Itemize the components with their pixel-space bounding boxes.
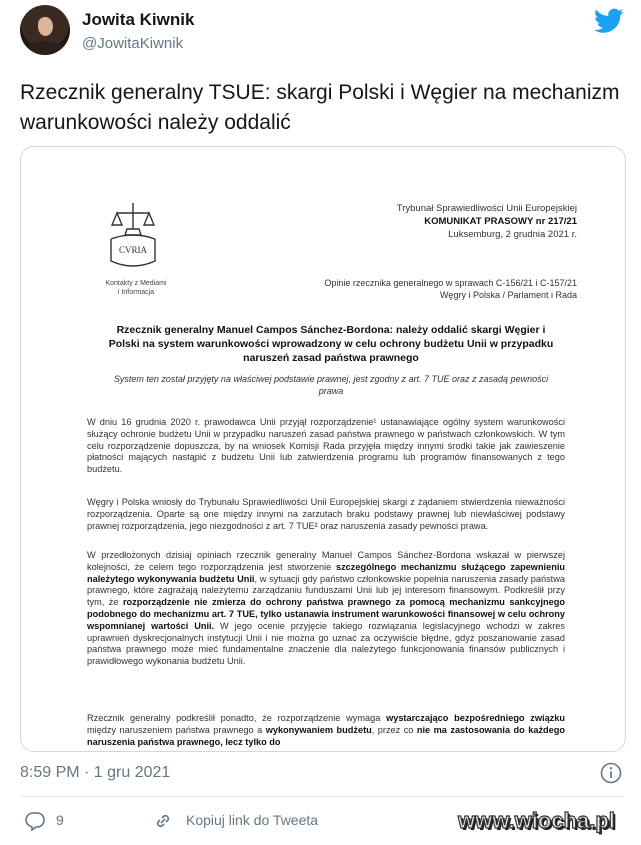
document-subtitle: System ten został przyjęty na właściwej podstawie prawnej, jest zgodny z art. 7 TUE oraz z zasadą pewności prawa	[113, 374, 549, 396]
logo-caption-line-1: Kontakty z Mediami	[105, 280, 167, 287]
court-header	[397, 202, 577, 241]
press-release-document	[21, 147, 625, 751]
author-display-name[interactable]: Jowita Kiwnik	[82, 10, 195, 29]
place-date: Luksemburg, 2 grudnia 2021 r.	[448, 229, 577, 240]
paragraph-3-bold-b: szczególnego mechanizmu służącego zapewnieniu należytego wykonywania budżetu Unii	[87, 561, 565, 584]
info-icon[interactable]	[600, 762, 622, 784]
paragraph-4-bold-d: wykonywaniem budżetu	[265, 724, 372, 735]
avatar[interactable]	[20, 5, 70, 55]
paragraph-3-bold-d: rozporządzenie nie zmierza do ochrony państwa prawnego za pomocą mechanizmu sankcyjnego podobnego do mechanizmu art. 7 TUE, tylko ustanawia instrument warunkowości finansowej w celu ochrony wspomnianej wartości Unii.	[87, 597, 565, 631]
document-title: Rzecznik generalny Manuel Campos Sánchez-Bordona: należy oddalić skargi Węgier i Polski na system warunkowości wprowadzony w celu ochrony budżetu Unii w przypadku naruszeń zasad państwa prawnego	[108, 324, 554, 364]
opinion-line: Opinie rzecznika generalnego w sprawach C-156/21 i C-157/21	[324, 278, 577, 288]
link-icon[interactable]	[152, 810, 174, 832]
author-handle[interactable]: @JowitaKiwnik	[82, 35, 184, 52]
paragraph-4-text-a: Rzecznik generalny podkreślił ponadto, że rozporządzenie wymaga	[87, 713, 387, 723]
logo-caption-line-2: i Informacja	[117, 289, 155, 296]
paragraph-4-text-e: , przez co	[371, 724, 417, 735]
paragraph-3-text-e: W jego ocenie przyjęcie takiego rozwiązania legislacyjnego wchodzi w zakres uprawnień dyskrecjonalnych instytucji Unii i nie można go uznać za oczywiście błędne, gdyż poszanowanie zasad państwa prawnego może mieć fundamentalne znaczenie dla należytego funkcjonowania finansów publicznych i prawidłowego wykonania budżetu Unii.	[87, 620, 566, 667]
press-release-number: KOMUNIKAT PRASOWY nr 217/21	[424, 216, 577, 227]
paragraph-4-text-c: między naruszeniem państwa prawnego a	[87, 724, 266, 735]
reply-count: 9	[56, 812, 64, 828]
parties-line: Węgry i Polska / Parlament i Rada	[439, 290, 577, 300]
court-name: Trybunał Sprawiedliwości Unii Europejskiej	[396, 203, 577, 214]
paragraph-3-text-c: , w sytuacji gdy państwo członkowskie popełnia naruszenia zasady państwa prawnego, które zagrażają należytemu zarządzaniu funduszami Unii lub jej interesom finansowym. Podkreślił przy tym, że	[87, 573, 565, 608]
paragraph-2: Węgry i Polska wniosły do Trybunału Sprawiedliwości Unii Europejskiej skargi z żądaniem stwierdzenia nieważności rozporządzenia. Oparte są one między innymi na zarzutach braku podstawy prawnej lub niewłaściwej podstawy prawnej rozporządzenia, jego niezgodności z art. 7 TUE² oraz naruszenia zasady pewności prawa.	[87, 497, 565, 531]
tweet-text: Rzecznik generalny TSUE: skargi Polski i Węgier na mechanizm warunkowości należy oddalić	[20, 81, 620, 134]
paragraph-1: W dniu 16 grudnia 2020 r. prawodawca Unii przyjął rozporządzenie¹ ustanawiające ogólny system warunkowości służący ochronie budżetu Unii w przypadku naruszeń zasad państwa prawnego w państwach członkowskich. W tym celu rozporządzenie dopuszcza, by na wniosek Komisji Rada przyjęła między innymi środki takie jak zawieszenie płatności mających nastąpić z budżetu Unii lub zatwierdzenia programu lub programów finansowanych z tego budżetu.	[87, 417, 565, 475]
tweet-media-card[interactable]	[20, 146, 626, 752]
twitter-bird-icon[interactable]	[594, 8, 624, 34]
logo-caption	[81, 279, 191, 297]
action-divider	[20, 796, 624, 797]
paragraph-4-bold-b: wystarczająco bezpośredniego związku	[386, 713, 565, 723]
case-reference	[324, 277, 577, 301]
reply-icon[interactable]	[24, 810, 46, 832]
copy-link-button[interactable]: Kopiuj link do Tweeta	[186, 812, 319, 828]
paragraph-4-bold-f: nie ma zastosowania do każdego naruszenia państwa prawnego, lecz tylko do	[87, 724, 565, 747]
paragraph-3	[87, 550, 565, 668]
watermark: www.wiocha.pl	[458, 808, 615, 833]
paragraph-3-text-a: W przedłożonych dzisiaj opiniach rzecznik generalny Manuel Campos Sánchez-Bordona wskazał w pierwszej kolejności, że celem tego rozporządzenia jest stworzenie	[87, 550, 565, 572]
tweet-timestamp[interactable]: 8:59 PM · 1 gru 2021	[20, 764, 171, 781]
paragraph-4	[87, 713, 565, 748]
tweet-header	[0, 0, 641, 70]
svg-text:CVRIA: CVRIA	[118, 245, 148, 255]
curia-logo-icon	[105, 199, 161, 273]
